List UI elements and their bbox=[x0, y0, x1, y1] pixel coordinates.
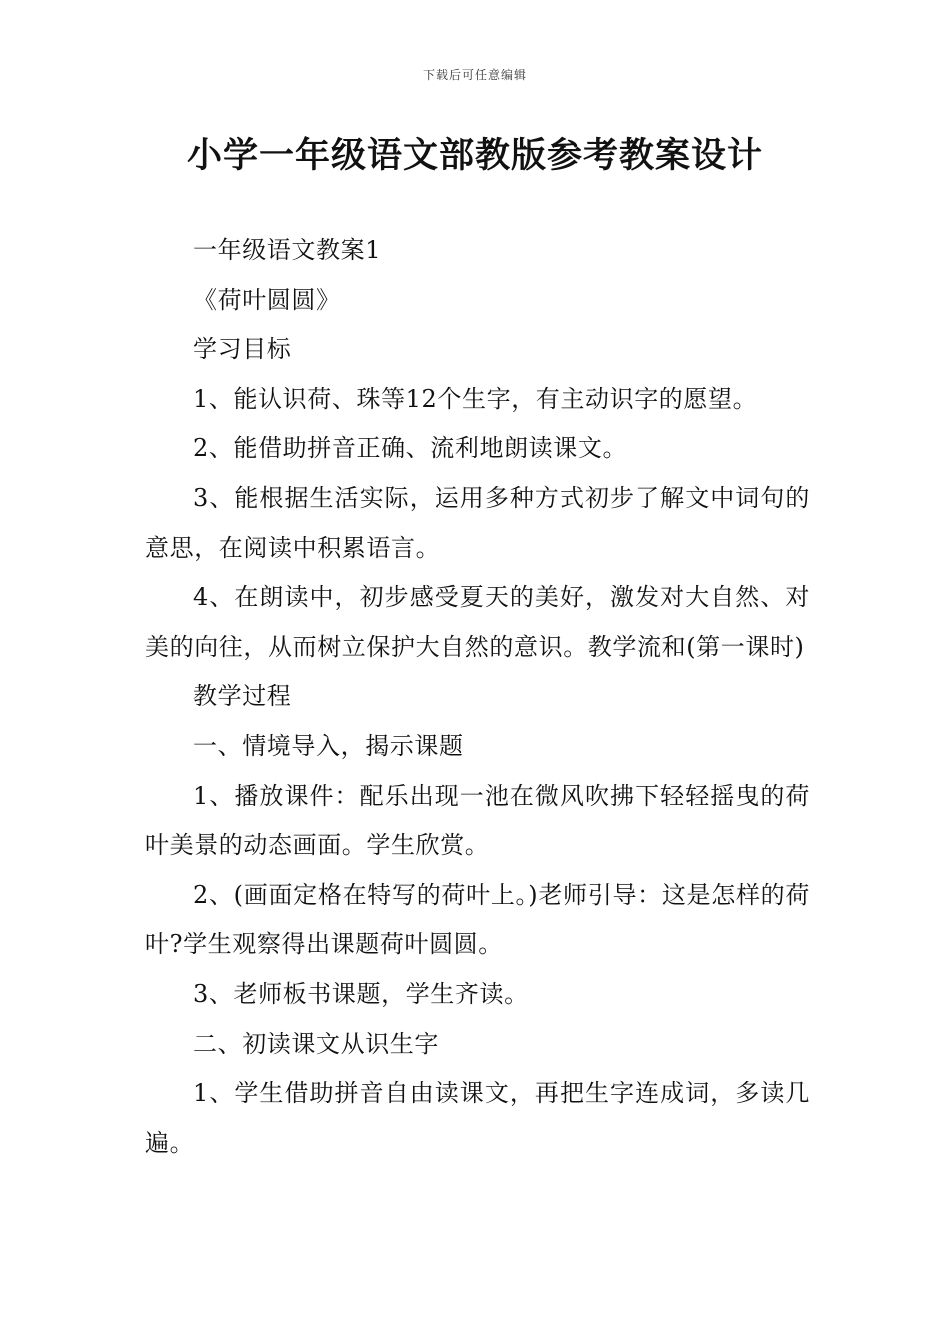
paragraph-section-goals: 学习目标 bbox=[193, 335, 292, 364]
paragraph-step-2-1: 1、学生借助拼音自由读课文，再把生字连成词，多读几遍。 bbox=[145, 1079, 810, 1157]
document-title: 小学一年级语文部教版参考教案设计 bbox=[186, 136, 763, 176]
paragraph-step-1-3: 3、老师板书课题，学生齐读。 bbox=[193, 979, 529, 1008]
paragraph-goal-2: 2、能借助拼音正确、流利地朗读课文。 bbox=[193, 434, 628, 463]
paragraph-goal-3: 3、能根据生活实际，运用多种方式初步了解文中词句的意思，在阅读中积累语言。 bbox=[145, 483, 810, 562]
paragraph-lesson-heading: 一年级语文教案1 bbox=[193, 236, 382, 264]
paragraph-step-2-heading: 二、初读课文从识生字 bbox=[193, 1029, 439, 1058]
paragraph-step-1-1: 1、播放课件：配乐出现一池在微风吹拂下轻轻摇曳的荷叶美景的动态画面。学生欣赏。 bbox=[145, 781, 810, 860]
paragraph-goal-1: 1、能认识荷、珠等12个生字，有主动识字的愿望。 bbox=[193, 384, 758, 413]
paragraph-section-process: 教学过程 bbox=[193, 682, 292, 711]
header-note: 下载后可任意编辑 bbox=[422, 68, 527, 82]
paragraph-text-title: 《荷叶圆圆》 bbox=[193, 285, 341, 314]
document-body bbox=[145, 226, 810, 1168]
paragraph-goal-4: 4、在朗读中，初步感受夏天的美好，激发对大自然、对美的向往，从而树立保护大自然的意识。教学流和(第一课时) bbox=[145, 583, 810, 661]
paragraph-step-1-heading: 一、情境导入，揭示课题 bbox=[193, 731, 464, 760]
paragraph-step-1-2: 2、(画面定格在特写的荷叶上。)老师引导：这是怎样的荷叶?学生观察得出课题荷叶圆圆。 bbox=[145, 880, 810, 959]
